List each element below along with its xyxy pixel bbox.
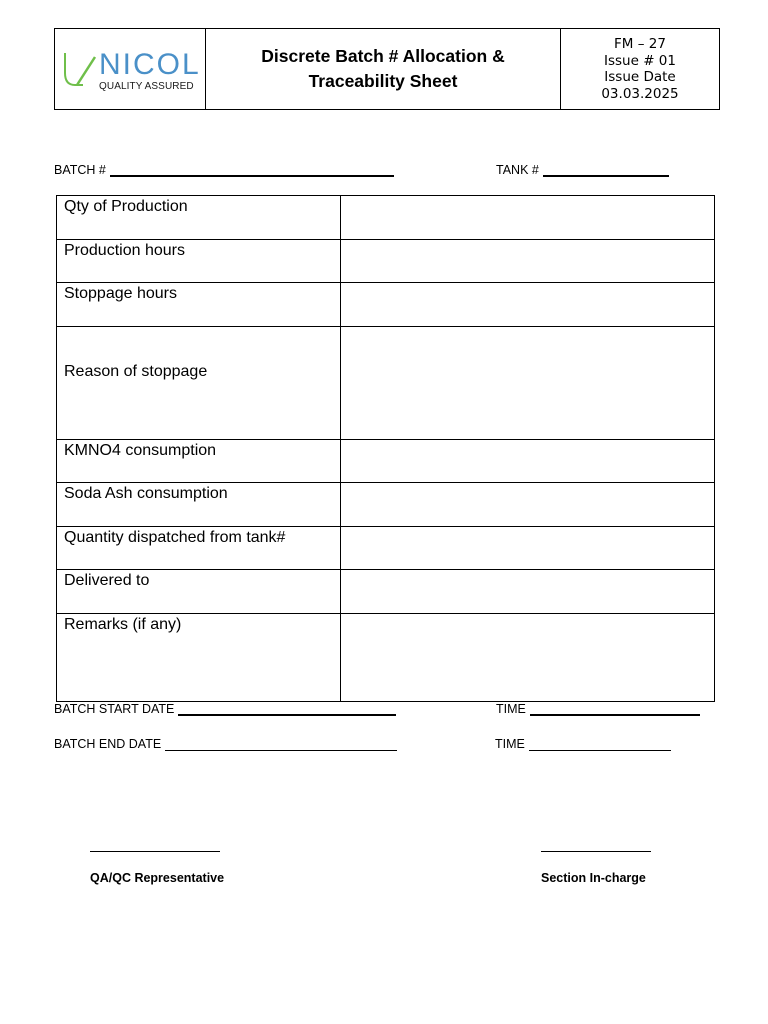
row-value-production-hours[interactable]: [341, 240, 715, 283]
row-label-stoppage-hours: Stoppage hours: [57, 283, 341, 327]
batch-end-field: [54, 737, 397, 751]
start-time-label: TIME: [496, 702, 526, 716]
section-signature-line[interactable]: [541, 851, 651, 852]
document-header: [54, 28, 720, 110]
start-time-field: [496, 702, 700, 716]
table-row: [57, 483, 715, 527]
qa-signature-label: QA/QC Representative: [90, 871, 225, 885]
batch-input-line[interactable]: [110, 163, 394, 177]
row-value-reason-of-stoppage[interactable]: [341, 327, 715, 440]
batch-start-label: BATCH START DATE: [54, 702, 175, 716]
table-row: [57, 570, 715, 614]
row-label-reason-of-stoppage: Reason of stoppage: [57, 327, 341, 440]
start-time-input-line[interactable]: [530, 702, 700, 716]
logo-text: NICOL: [99, 48, 201, 81]
row-label-quantity-dispatched: Quantity dispatched from tank#: [57, 527, 341, 570]
form-number: FM – 27: [614, 36, 666, 52]
batch-field: [54, 163, 394, 177]
row-value-quantity-dispatched[interactable]: [341, 527, 715, 570]
title-line-2: Traceability Sheet: [308, 71, 458, 91]
section-signature-label: Section In-charge: [541, 871, 646, 885]
batch-table: [56, 195, 715, 702]
issue-number: Issue # 01: [604, 52, 676, 69]
row-label-remarks: Remarks (if any): [57, 614, 341, 702]
logo-cell: [55, 29, 206, 109]
form-meta: [561, 29, 719, 109]
document-title: [206, 29, 561, 109]
table-row: [57, 440, 715, 483]
table-row: [57, 283, 715, 327]
row-label-production-hours: Production hours: [57, 240, 341, 283]
tank-input-line[interactable]: [543, 163, 669, 177]
issue-date-label: Issue Date: [604, 69, 676, 85]
row-value-kmno4-consumption[interactable]: [341, 440, 715, 483]
row-label-kmno4-consumption: KMNO4 consumption: [57, 440, 341, 483]
row-label-delivered-to: Delivered to: [57, 570, 341, 614]
row-value-soda-ash-consumption[interactable]: [341, 483, 715, 527]
table-row: [57, 196, 715, 240]
tank-field: [496, 163, 669, 177]
row-value-delivered-to[interactable]: [341, 570, 715, 614]
row-value-qty-production[interactable]: [341, 196, 715, 240]
title-line-1: Discrete Batch # Allocation &: [261, 46, 505, 66]
table-row: [57, 614, 715, 702]
end-time-label: TIME: [495, 737, 525, 751]
row-value-remarks[interactable]: [341, 614, 715, 702]
table-row: [57, 240, 715, 283]
batch-end-label: BATCH END DATE: [54, 737, 162, 751]
table-row: [57, 527, 715, 570]
qa-signature-line[interactable]: [90, 851, 220, 852]
row-label-soda-ash-consumption: Soda Ash consumption: [57, 483, 341, 527]
batch-label: BATCH #: [54, 163, 106, 177]
row-value-stoppage-hours[interactable]: [341, 283, 715, 327]
batch-end-input-line[interactable]: [165, 738, 397, 751]
logo-tagline: QUALITY ASSURED: [99, 81, 194, 92]
issue-date: 03.03.2025: [601, 85, 679, 102]
batch-start-input-line[interactable]: [178, 702, 396, 716]
batch-start-field: [54, 702, 396, 716]
table-row: [57, 327, 715, 440]
tank-label: TANK #: [496, 163, 539, 177]
row-label-qty-production: Qty of Production: [57, 196, 341, 240]
end-time-field: [495, 737, 671, 751]
end-time-input-line[interactable]: [529, 738, 671, 751]
